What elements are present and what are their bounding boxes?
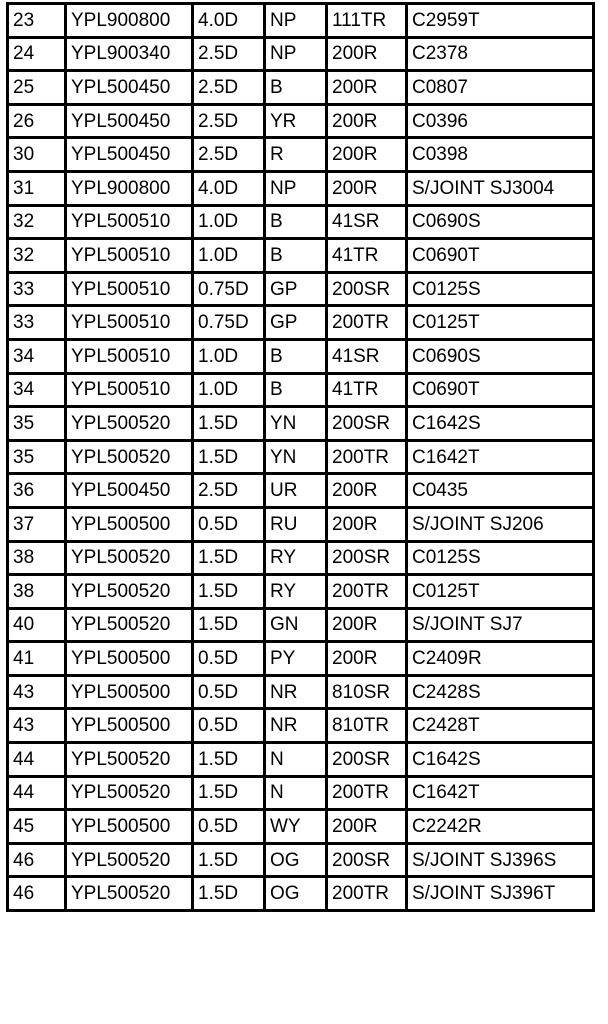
terminal-cell: 200SR	[327, 843, 407, 877]
wire-colour-cell: R	[265, 138, 327, 172]
wire-colour-cell: GP	[265, 272, 327, 306]
connector-cell: C0807	[407, 71, 594, 105]
wire-size-cell: 2.5D	[193, 37, 265, 71]
wire-colour-cell: WY	[265, 810, 327, 844]
wire-colour-cell: B	[265, 205, 327, 239]
table-row	[8, 743, 594, 777]
wire-colour-cell: B	[265, 373, 327, 407]
wire-colour-cell: UR	[265, 474, 327, 508]
wiring-table-body	[8, 4, 594, 911]
wire-colour-cell: GN	[265, 608, 327, 642]
connector-cell: C2959T	[407, 4, 594, 38]
terminal-cell: 200R	[327, 608, 407, 642]
wire-size-cell: 2.5D	[193, 104, 265, 138]
part-number-cell: YPL500520	[66, 440, 193, 474]
circuit-number-cell: 38	[8, 541, 66, 575]
wire-size-cell: 0.5D	[193, 709, 265, 743]
part-number-cell: YPL500510	[66, 239, 193, 273]
table-row	[8, 608, 594, 642]
wire-size-cell: 1.5D	[193, 575, 265, 609]
connector-cell: C0125S	[407, 541, 594, 575]
connector-cell: C0435	[407, 474, 594, 508]
wire-size-cell: 1.5D	[193, 743, 265, 777]
terminal-cell: 200R	[327, 104, 407, 138]
terminal-cell: 200TR	[327, 575, 407, 609]
wire-colour-cell: OG	[265, 877, 327, 911]
wire-colour-cell: N	[265, 743, 327, 777]
connector-cell: C2242R	[407, 810, 594, 844]
connector-cell: C2409R	[407, 642, 594, 676]
circuit-number-cell: 44	[8, 776, 66, 810]
table-row	[8, 4, 594, 38]
wire-size-cell: 1.0D	[193, 239, 265, 273]
circuit-number-cell: 45	[8, 810, 66, 844]
table-row	[8, 843, 594, 877]
terminal-cell: 200TR	[327, 440, 407, 474]
table-row	[8, 306, 594, 340]
circuit-number-cell: 40	[8, 608, 66, 642]
connector-cell: C2428S	[407, 675, 594, 709]
part-number-cell: YPL500520	[66, 575, 193, 609]
terminal-cell: 200R	[327, 474, 407, 508]
table-row	[8, 239, 594, 273]
wire-size-cell: 1.5D	[193, 541, 265, 575]
wire-colour-cell: B	[265, 339, 327, 373]
circuit-number-cell: 46	[8, 877, 66, 911]
wire-size-cell: 1.5D	[193, 440, 265, 474]
circuit-number-cell: 33	[8, 306, 66, 340]
wire-colour-cell: B	[265, 71, 327, 105]
circuit-number-cell: 23	[8, 4, 66, 38]
terminal-cell: 200SR	[327, 407, 407, 441]
connector-cell: S/JOINT SJ3004	[407, 171, 594, 205]
part-number-cell: YPL500520	[66, 877, 193, 911]
circuit-number-cell: 34	[8, 339, 66, 373]
wire-colour-cell: RY	[265, 575, 327, 609]
wire-size-cell: 0.5D	[193, 642, 265, 676]
table-row	[8, 575, 594, 609]
wire-size-cell: 0.5D	[193, 675, 265, 709]
wire-colour-cell: PY	[265, 642, 327, 676]
terminal-cell: 200SR	[327, 541, 407, 575]
connector-cell: S/JOINT SJ396S	[407, 843, 594, 877]
connector-cell: C0125T	[407, 575, 594, 609]
connector-cell: S/JOINT SJ206	[407, 507, 594, 541]
connector-cell: C1642S	[407, 407, 594, 441]
connector-cell: C0690T	[407, 373, 594, 407]
terminal-cell: 200R	[327, 138, 407, 172]
table-row	[8, 642, 594, 676]
terminal-cell: 810TR	[327, 709, 407, 743]
connector-cell: S/JOINT SJ396T	[407, 877, 594, 911]
circuit-number-cell: 44	[8, 743, 66, 777]
part-number-cell: YPL500520	[66, 843, 193, 877]
part-number-cell: YPL500500	[66, 507, 193, 541]
table-row	[8, 877, 594, 911]
table-row	[8, 407, 594, 441]
circuit-number-cell: 24	[8, 37, 66, 71]
terminal-cell: 200R	[327, 71, 407, 105]
part-number-cell: YPL500450	[66, 474, 193, 508]
part-number-cell: YPL500450	[66, 71, 193, 105]
wire-colour-cell: NP	[265, 37, 327, 71]
part-number-cell: YPL500500	[66, 675, 193, 709]
terminal-cell: 200R	[327, 507, 407, 541]
wiring-table	[6, 2, 595, 912]
wire-size-cell: 1.5D	[193, 776, 265, 810]
connector-cell: C2378	[407, 37, 594, 71]
circuit-number-cell: 32	[8, 205, 66, 239]
terminal-cell: 200SR	[327, 743, 407, 777]
circuit-number-cell: 32	[8, 239, 66, 273]
part-number-cell: YPL500520	[66, 407, 193, 441]
wire-size-cell: 4.0D	[193, 4, 265, 38]
connector-cell: C0690S	[407, 205, 594, 239]
wire-colour-cell: N	[265, 776, 327, 810]
circuit-number-cell: 36	[8, 474, 66, 508]
wire-colour-cell: RU	[265, 507, 327, 541]
wire-colour-cell: YN	[265, 407, 327, 441]
part-number-cell: YPL500510	[66, 306, 193, 340]
connector-cell: C0125S	[407, 272, 594, 306]
terminal-cell: 200R	[327, 171, 407, 205]
table-row	[8, 440, 594, 474]
connector-cell: C1642T	[407, 776, 594, 810]
table-row	[8, 37, 594, 71]
wire-size-cell: 0.5D	[193, 507, 265, 541]
circuit-number-cell: 37	[8, 507, 66, 541]
wire-size-cell: 1.5D	[193, 608, 265, 642]
circuit-number-cell: 43	[8, 675, 66, 709]
wire-colour-cell: B	[265, 239, 327, 273]
circuit-number-cell: 30	[8, 138, 66, 172]
wire-size-cell: 2.5D	[193, 474, 265, 508]
wire-size-cell: 1.5D	[193, 407, 265, 441]
wire-colour-cell: NR	[265, 675, 327, 709]
terminal-cell: 200R	[327, 810, 407, 844]
table-row	[8, 507, 594, 541]
wire-size-cell: 4.0D	[193, 171, 265, 205]
wire-colour-cell: RY	[265, 541, 327, 575]
wire-size-cell: 1.0D	[193, 339, 265, 373]
part-number-cell: YPL500520	[66, 541, 193, 575]
table-row	[8, 709, 594, 743]
connector-cell: C0125T	[407, 306, 594, 340]
connector-cell: C0396	[407, 104, 594, 138]
table-row	[8, 205, 594, 239]
table-row	[8, 272, 594, 306]
table-row	[8, 171, 594, 205]
wire-colour-cell: OG	[265, 843, 327, 877]
part-number-cell: YPL500500	[66, 642, 193, 676]
connector-cell: C0690S	[407, 339, 594, 373]
terminal-cell: 41TR	[327, 373, 407, 407]
wire-size-cell: 0.75D	[193, 272, 265, 306]
table-row	[8, 339, 594, 373]
connector-cell: C0398	[407, 138, 594, 172]
circuit-number-cell: 35	[8, 407, 66, 441]
wire-colour-cell: NP	[265, 4, 327, 38]
terminal-cell: 200TR	[327, 877, 407, 911]
table-row	[8, 104, 594, 138]
terminal-cell: 200TR	[327, 776, 407, 810]
wire-colour-cell: GP	[265, 306, 327, 340]
circuit-number-cell: 41	[8, 642, 66, 676]
table-row	[8, 675, 594, 709]
wire-colour-cell: YN	[265, 440, 327, 474]
connector-cell: S/JOINT SJ7	[407, 608, 594, 642]
part-number-cell: YPL500500	[66, 709, 193, 743]
table-row	[8, 541, 594, 575]
part-number-cell: YPL500450	[66, 104, 193, 138]
connector-cell: C2428T	[407, 709, 594, 743]
wire-size-cell: 2.5D	[193, 71, 265, 105]
terminal-cell: 41SR	[327, 339, 407, 373]
part-number-cell: YPL500510	[66, 339, 193, 373]
terminal-cell: 200TR	[327, 306, 407, 340]
wire-size-cell: 1.0D	[193, 373, 265, 407]
terminal-cell: 41TR	[327, 239, 407, 273]
part-number-cell: YPL900800	[66, 171, 193, 205]
terminal-cell: 200R	[327, 642, 407, 676]
circuit-number-cell: 33	[8, 272, 66, 306]
terminal-cell: 41SR	[327, 205, 407, 239]
table-row	[8, 71, 594, 105]
part-number-cell: YPL500520	[66, 776, 193, 810]
circuit-number-cell: 25	[8, 71, 66, 105]
wire-size-cell: 1.5D	[193, 877, 265, 911]
terminal-cell: 200R	[327, 37, 407, 71]
table-row	[8, 474, 594, 508]
terminal-cell: 111TR	[327, 4, 407, 38]
circuit-number-cell: 35	[8, 440, 66, 474]
part-number-cell: YPL500500	[66, 810, 193, 844]
part-number-cell: YPL500510	[66, 205, 193, 239]
connector-cell: C0690T	[407, 239, 594, 273]
wire-colour-cell: NR	[265, 709, 327, 743]
part-number-cell: YPL500510	[66, 373, 193, 407]
part-number-cell: YPL900340	[66, 37, 193, 71]
table-row	[8, 373, 594, 407]
part-number-cell: YPL500520	[66, 608, 193, 642]
part-number-cell: YPL900800	[66, 4, 193, 38]
part-number-cell: YPL500510	[66, 272, 193, 306]
part-number-cell: YPL500450	[66, 138, 193, 172]
wire-colour-cell: NP	[265, 171, 327, 205]
table-row	[8, 810, 594, 844]
wire-colour-cell: YR	[265, 104, 327, 138]
wire-size-cell: 1.5D	[193, 843, 265, 877]
terminal-cell: 200SR	[327, 272, 407, 306]
circuit-number-cell: 46	[8, 843, 66, 877]
connector-cell: C1642S	[407, 743, 594, 777]
wire-size-cell: 1.0D	[193, 205, 265, 239]
table-row	[8, 138, 594, 172]
circuit-number-cell: 43	[8, 709, 66, 743]
wire-size-cell: 2.5D	[193, 138, 265, 172]
circuit-number-cell: 26	[8, 104, 66, 138]
circuit-number-cell: 34	[8, 373, 66, 407]
circuit-number-cell: 31	[8, 171, 66, 205]
terminal-cell: 810SR	[327, 675, 407, 709]
wire-size-cell: 0.5D	[193, 810, 265, 844]
part-number-cell: YPL500520	[66, 743, 193, 777]
circuit-number-cell: 38	[8, 575, 66, 609]
wire-size-cell: 0.75D	[193, 306, 265, 340]
table-row	[8, 776, 594, 810]
connector-cell: C1642T	[407, 440, 594, 474]
